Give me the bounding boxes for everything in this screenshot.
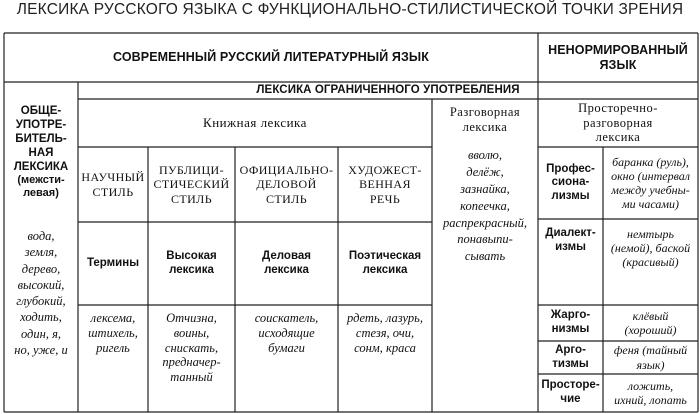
business-examples: соискатель, исходящие бумаги	[254, 311, 319, 355]
poetic-lexicon-label: Поэтическая лексика	[348, 249, 422, 276]
business-lexicon-label: Деловая лексика	[262, 249, 311, 276]
common-lexicon-subtitle: (межсти- левая)	[17, 174, 65, 200]
poetic-examples: рдеть, лазурь, стезя, очи, сонм, краса	[346, 311, 423, 355]
common-lexicon-title: ОБЩЕ- УПОТРЕ- БИТЕЛЬ- НАЯ ЛЕКСИКА	[13, 105, 69, 173]
dialectisms-examples: немтырь (немой), баской (красивый)	[610, 227, 691, 270]
publicistic-style-header: ПУБЛИЦИ- СТИЧЕСКИЙ СТИЛЬ	[153, 163, 230, 206]
nonnormative-language-header: НЕНОРМИРОВАННЫЙ ЯЗЫК	[548, 42, 688, 72]
high-lexicon-label: Высокая лексика	[166, 249, 217, 276]
vernacular-speech-examples: ложить, ихний, лопать	[614, 378, 687, 407]
common-lexicon-examples: вода, земля, дерево, высокий, глубокий, ходить, один, я, но, уже, и	[14, 229, 68, 357]
argotisms-label: Арго- тизмы	[552, 343, 589, 370]
common-lexicon-header	[4, 88, 78, 218]
scientific-style-header: НАУЧНЫЙ СТИЛЬ	[81, 170, 145, 199]
colloquial-examples: вволю, делёж, зазнайка, копеечка, распрекрасный, понавыпи- сывать	[442, 148, 528, 264]
artistic-speech-header: ХУДОЖЕСТ- ВЕННАЯ РЕЧЬ	[348, 163, 422, 206]
vernacular-lexicon-header: Просторечно- разговорная лексика	[578, 100, 658, 145]
vernacular-speech-label: Просторе- чие	[541, 379, 600, 405]
dialectisms-label: Диалект- измы	[545, 227, 596, 253]
literary-language-header: СОВРЕМЕННЫЙ РУССКИЙ ЛИТЕРАТУРНЫЙ ЯЗЫК	[113, 50, 429, 65]
official-business-style-header: ОФИЦИАЛЬНО- ДЕЛОВОЙ СТИЛЬ	[239, 163, 334, 206]
jargonisms-label: Жарго- низмы	[550, 309, 591, 335]
terms-label: Термины	[86, 256, 140, 269]
bookish-lexicon-header: Книжная лексика	[203, 115, 307, 131]
publicistic-examples: Отчизна, воины, снискать, предначер- танный	[162, 311, 221, 384]
professionalisms-label: Профес- сиона- лизмы	[546, 162, 595, 202]
page-title: ЛЕКСИКА РУССКОГО ЯЗЫКА С ФУНКЦИОНАЛЬНО-СТИЛИСТИЧЕСКОЙ ТОЧКИ ЗРЕНИЯ	[16, 1, 684, 18]
jargonisms-examples: клёвый (хороший)	[624, 308, 677, 337]
colloquial-lexicon-header: Разговорная лексика	[449, 105, 521, 134]
scientific-examples: лексема, штихель, ригель	[88, 311, 138, 355]
argotisms-examples: феня (тайный язык)	[613, 343, 688, 372]
professionalisms-examples: баранка (руль), окно (интервал между учебны- ми часами)	[611, 154, 690, 212]
limited-use-header: ЛЕКСИКА ОГРАНИЧЕННОГО УПОТРЕБЛЕНИЯ	[256, 83, 520, 96]
